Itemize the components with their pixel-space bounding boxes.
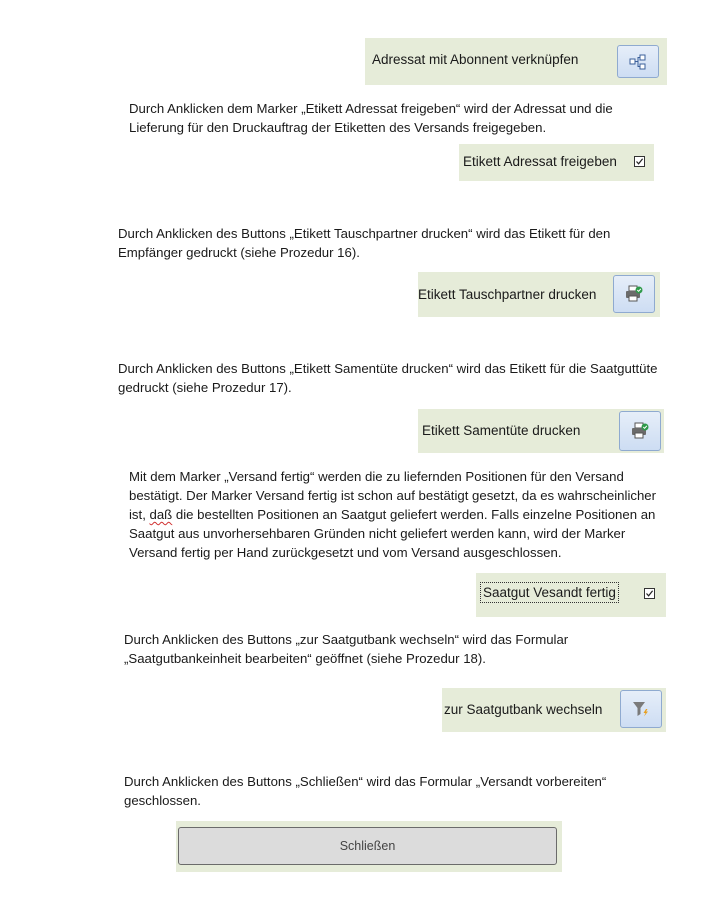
filter-lightning-icon xyxy=(632,701,650,717)
print-icon xyxy=(624,285,644,303)
release-label-paragraph xyxy=(129,99,613,137)
switch-seedbank-paragraph xyxy=(124,630,568,668)
paragraph-line: gedruckt (siehe Prozedur 17). xyxy=(118,380,292,395)
release-label-panel xyxy=(459,144,654,181)
paragraph-line: die bestellten Positionen an Saatgut geliefert werden. Falls einzelne Positionen an xyxy=(172,507,656,522)
paragraph-line: Versand fertig per Hand zurückgesetzt und vom Versand ausgeschlossen. xyxy=(129,545,562,560)
paragraph-line: Durch Anklicken des Buttons „zur Saatgutbank wechseln“ wird das Formular xyxy=(124,632,569,647)
shipping-done-panel xyxy=(476,573,666,617)
paragraph-line: Lieferung für den Druckauftrag der Etiketten des Versands freigegeben. xyxy=(129,120,547,135)
switch-seedbank-button[interactable] xyxy=(620,690,662,728)
paragraph-line: „Saatgutbankeinheit bearbeiten“ geöffnet (siehe Prozedur 18). xyxy=(124,651,486,666)
shipping-done-checkbox[interactable] xyxy=(644,588,655,599)
spellcheck-word: daß xyxy=(149,507,173,522)
paragraph-line: Durch Anklicken des Buttons „Schließen“ wird das Formular „Versandt vorbereiten“ xyxy=(124,774,607,789)
switch-seedbank-panel xyxy=(442,688,666,732)
shipping-done-label: Saatgut Vesandt fertig xyxy=(483,585,616,600)
close-paragraph xyxy=(124,772,606,810)
shipping-done-paragraph xyxy=(129,467,656,562)
paragraph-line: bestätigt. Der Marker Versand fertig ist schon auf bestätigt gesetzt, da es wahrscheinlicher xyxy=(129,488,657,503)
paragraph-line: Durch Anklicken des Buttons „Etikett Samentüte drucken“ wird das Etikett für die Saatguttüte xyxy=(118,361,658,376)
print-partner-panel xyxy=(418,272,660,317)
release-label-label: Etikett Adressat freigeben xyxy=(463,154,617,169)
link-records-icon xyxy=(629,54,647,70)
link-addressee-panel xyxy=(365,38,667,85)
link-addressee-button[interactable] xyxy=(617,45,659,78)
paragraph-line: Saatgut aus unvorhersehbaren Gründen nicht geliefert werden kann, wird der Marker xyxy=(129,526,626,541)
paragraph-line: Mit dem Marker „Versand fertig“ werden die zu liefernden Positionen für den Versand xyxy=(129,469,624,484)
print-seedbag-button[interactable] xyxy=(619,411,661,451)
paragraph-line: Empfänger gedruckt (siehe Prozedur 16). xyxy=(118,245,360,260)
link-addressee-label: Adressat mit Abonnent verknüpfen xyxy=(372,52,579,67)
close-button[interactable]: Schließen xyxy=(178,827,557,865)
print-seedbag-paragraph xyxy=(118,359,658,397)
print-seedbag-panel xyxy=(418,409,664,453)
print-partner-label: Etikett Tauschpartner drucken xyxy=(418,287,597,302)
paragraph-line: Durch Anklicken des Buttons „Etikett Tauschpartner drucken“ wird das Etikett für den xyxy=(118,226,611,241)
check-icon xyxy=(635,157,644,166)
paragraph-line: geschlossen. xyxy=(124,793,201,808)
print-icon xyxy=(630,422,650,440)
release-label-checkbox[interactable] xyxy=(634,156,645,167)
paragraph-line: Durch Anklicken dem Marker „Etikett Adressat freigeben“ wird der Adressat und die xyxy=(129,101,613,116)
check-icon xyxy=(645,589,654,598)
switch-seedbank-label: zur Saatgutbank wechseln xyxy=(444,702,603,717)
print-seedbag-label: Etikett Samentüte drucken xyxy=(422,423,581,438)
print-partner-paragraph xyxy=(118,224,610,262)
print-partner-button[interactable] xyxy=(613,275,655,313)
paragraph-line: ist, xyxy=(129,507,150,522)
